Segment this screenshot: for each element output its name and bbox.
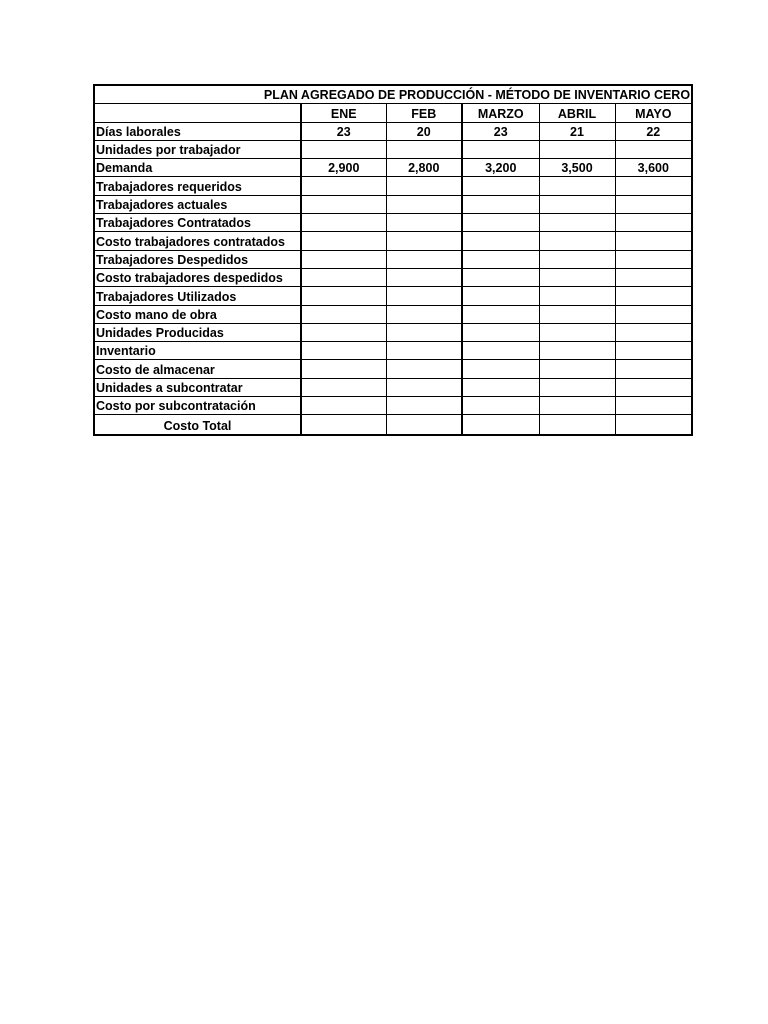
cell-feb[interactable]: 20 (386, 122, 462, 140)
row-label: Costo de almacenar (94, 360, 301, 378)
row-label: Unidades Producidas (94, 323, 301, 341)
cell-ene[interactable] (301, 378, 386, 396)
cell-mayo[interactable] (615, 287, 692, 305)
cell-marzo[interactable] (462, 342, 539, 360)
cell-mayo[interactable] (615, 268, 692, 286)
cell-marzo[interactable]: 23 (462, 122, 539, 140)
cell-ene[interactable] (301, 195, 386, 213)
table-row-costo-de-almacenar (94, 360, 692, 378)
cell-feb[interactable] (386, 360, 462, 378)
cell-abril[interactable]: 3,500 (539, 159, 615, 177)
cell-marzo[interactable] (462, 397, 539, 415)
cell-mayo[interactable] (615, 214, 692, 232)
cell-feb[interactable] (386, 140, 462, 158)
cell-feb[interactable] (386, 250, 462, 268)
table-title: PLAN AGREGADO DE PRODUCCIÓN - MÉTODO DE INVENTARIO CERO (94, 85, 692, 104)
cell-mayo[interactable] (615, 397, 692, 415)
cell-mayo[interactable] (615, 342, 692, 360)
cell-feb[interactable] (386, 268, 462, 286)
row-label: Trabajadores requeridos (94, 177, 301, 195)
total-row (94, 415, 692, 436)
cell-mayo[interactable]: 22 (615, 122, 692, 140)
table-row-trabajadores-requeridos (94, 177, 692, 195)
cell-marzo[interactable] (462, 177, 539, 195)
cell-marzo[interactable] (462, 195, 539, 213)
cell-feb[interactable] (386, 342, 462, 360)
cell-mayo[interactable] (615, 140, 692, 158)
cell-abril[interactable] (539, 195, 615, 213)
cell-abril[interactable] (539, 397, 615, 415)
row-label: Costo mano de obra (94, 305, 301, 323)
row-label: Costo por subcontratación (94, 397, 301, 415)
cell-feb[interactable] (386, 323, 462, 341)
table-row-costo-por-subcontratacion (94, 397, 692, 415)
cell-ene[interactable] (301, 287, 386, 305)
month-header-ene: ENE (301, 104, 386, 122)
cell-marzo[interactable] (462, 287, 539, 305)
cell-mayo[interactable] (615, 305, 692, 323)
cell-feb[interactable] (386, 214, 462, 232)
month-header-row (94, 104, 692, 122)
table-row-costo-mano-de-obra (94, 305, 692, 323)
table-row-trabajadores-contratados (94, 214, 692, 232)
cell-mayo[interactable] (615, 378, 692, 396)
cell-ene[interactable] (301, 415, 386, 436)
cell-abril[interactable] (539, 305, 615, 323)
cell-feb[interactable] (386, 232, 462, 250)
table-row-trabajadores-actuales (94, 195, 692, 213)
row-label: Días laborales (94, 122, 301, 140)
cell-mayo[interactable]: 3,600 (615, 159, 692, 177)
cell-mayo[interactable] (615, 195, 692, 213)
cell-abril[interactable] (539, 177, 615, 195)
month-header-marzo: MARZO (462, 104, 539, 122)
header-blank-cell (94, 104, 301, 122)
title-row (94, 85, 692, 104)
cell-ene[interactable] (301, 305, 386, 323)
cell-marzo[interactable] (462, 250, 539, 268)
table-row-unidades-a-subcontratar (94, 378, 692, 396)
row-label: Unidades a subcontratar (94, 378, 301, 396)
cell-abril[interactable] (539, 360, 615, 378)
cell-abril[interactable] (539, 323, 615, 341)
cell-abril[interactable] (539, 415, 615, 436)
table-row-dias-laborales (94, 122, 692, 140)
cell-ene[interactable] (301, 177, 386, 195)
cell-ene[interactable] (301, 250, 386, 268)
cell-feb[interactable]: 2,800 (386, 159, 462, 177)
cell-abril[interactable] (539, 287, 615, 305)
cell-mayo[interactable] (615, 415, 692, 436)
cell-abril[interactable] (539, 214, 615, 232)
table-row-unidades-por-trabajador (94, 140, 692, 158)
cell-ene[interactable] (301, 360, 386, 378)
table-row-costo-trabajadores-despedidos (94, 268, 692, 286)
row-label: Trabajadores Utilizados (94, 287, 301, 305)
cell-marzo[interactable] (462, 415, 539, 436)
cell-marzo[interactable] (462, 268, 539, 286)
cell-ene[interactable]: 23 (301, 122, 386, 140)
cell-ene[interactable] (301, 268, 386, 286)
spreadsheet-area (93, 84, 693, 436)
cell-mayo[interactable] (615, 177, 692, 195)
table-row-trabajadores-utilizados (94, 287, 692, 305)
cell-ene[interactable] (301, 232, 386, 250)
cell-abril[interactable] (539, 140, 615, 158)
row-label: Costo trabajadores contratados (94, 232, 301, 250)
row-label: Unidades por trabajador (94, 140, 301, 158)
cell-feb[interactable] (386, 415, 462, 436)
cell-abril[interactable] (539, 232, 615, 250)
cell-abril[interactable] (539, 378, 615, 396)
cell-marzo[interactable] (462, 378, 539, 396)
cell-abril[interactable] (539, 268, 615, 286)
row-label: Demanda (94, 159, 301, 177)
month-header-mayo: MAYO (615, 104, 692, 122)
cell-ene[interactable] (301, 397, 386, 415)
month-header-abril: ABRIL (539, 104, 615, 122)
cell-mayo[interactable] (615, 232, 692, 250)
table-row-costo-trabajadores-contratados (94, 232, 692, 250)
cell-feb[interactable] (386, 287, 462, 305)
cell-feb[interactable] (386, 177, 462, 195)
cell-ene[interactable] (301, 214, 386, 232)
row-label: Inventario (94, 342, 301, 360)
cell-ene[interactable] (301, 342, 386, 360)
row-label: Trabajadores Contratados (94, 214, 301, 232)
cell-feb[interactable] (386, 195, 462, 213)
cell-marzo[interactable] (462, 305, 539, 323)
row-label: Costo trabajadores despedidos (94, 268, 301, 286)
cell-abril[interactable] (539, 250, 615, 268)
cell-marzo[interactable] (462, 214, 539, 232)
cell-marzo[interactable] (462, 232, 539, 250)
cell-abril[interactable] (539, 342, 615, 360)
cell-marzo[interactable] (462, 360, 539, 378)
table-row-inventario (94, 342, 692, 360)
cell-mayo[interactable] (615, 360, 692, 378)
cell-feb[interactable] (386, 378, 462, 396)
cell-ene[interactable] (301, 140, 386, 158)
cell-mayo[interactable] (615, 323, 692, 341)
cell-marzo[interactable] (462, 140, 539, 158)
cell-feb[interactable] (386, 397, 462, 415)
table-row-demanda (94, 159, 692, 177)
table-row-trabajadores-despedidos (94, 250, 692, 268)
cell-marzo[interactable]: 3,200 (462, 159, 539, 177)
table-row-unidades-producidas (94, 323, 692, 341)
cell-ene[interactable] (301, 323, 386, 341)
aggregate-plan-table (93, 84, 693, 436)
row-label: Trabajadores actuales (94, 195, 301, 213)
row-label: Trabajadores Despedidos (94, 250, 301, 268)
cell-abril[interactable]: 21 (539, 122, 615, 140)
month-header-feb: FEB (386, 104, 462, 122)
cell-marzo[interactable] (462, 323, 539, 341)
cell-feb[interactable] (386, 305, 462, 323)
cell-ene[interactable]: 2,900 (301, 159, 386, 177)
total-label: Costo Total (94, 415, 301, 436)
cell-mayo[interactable] (615, 250, 692, 268)
